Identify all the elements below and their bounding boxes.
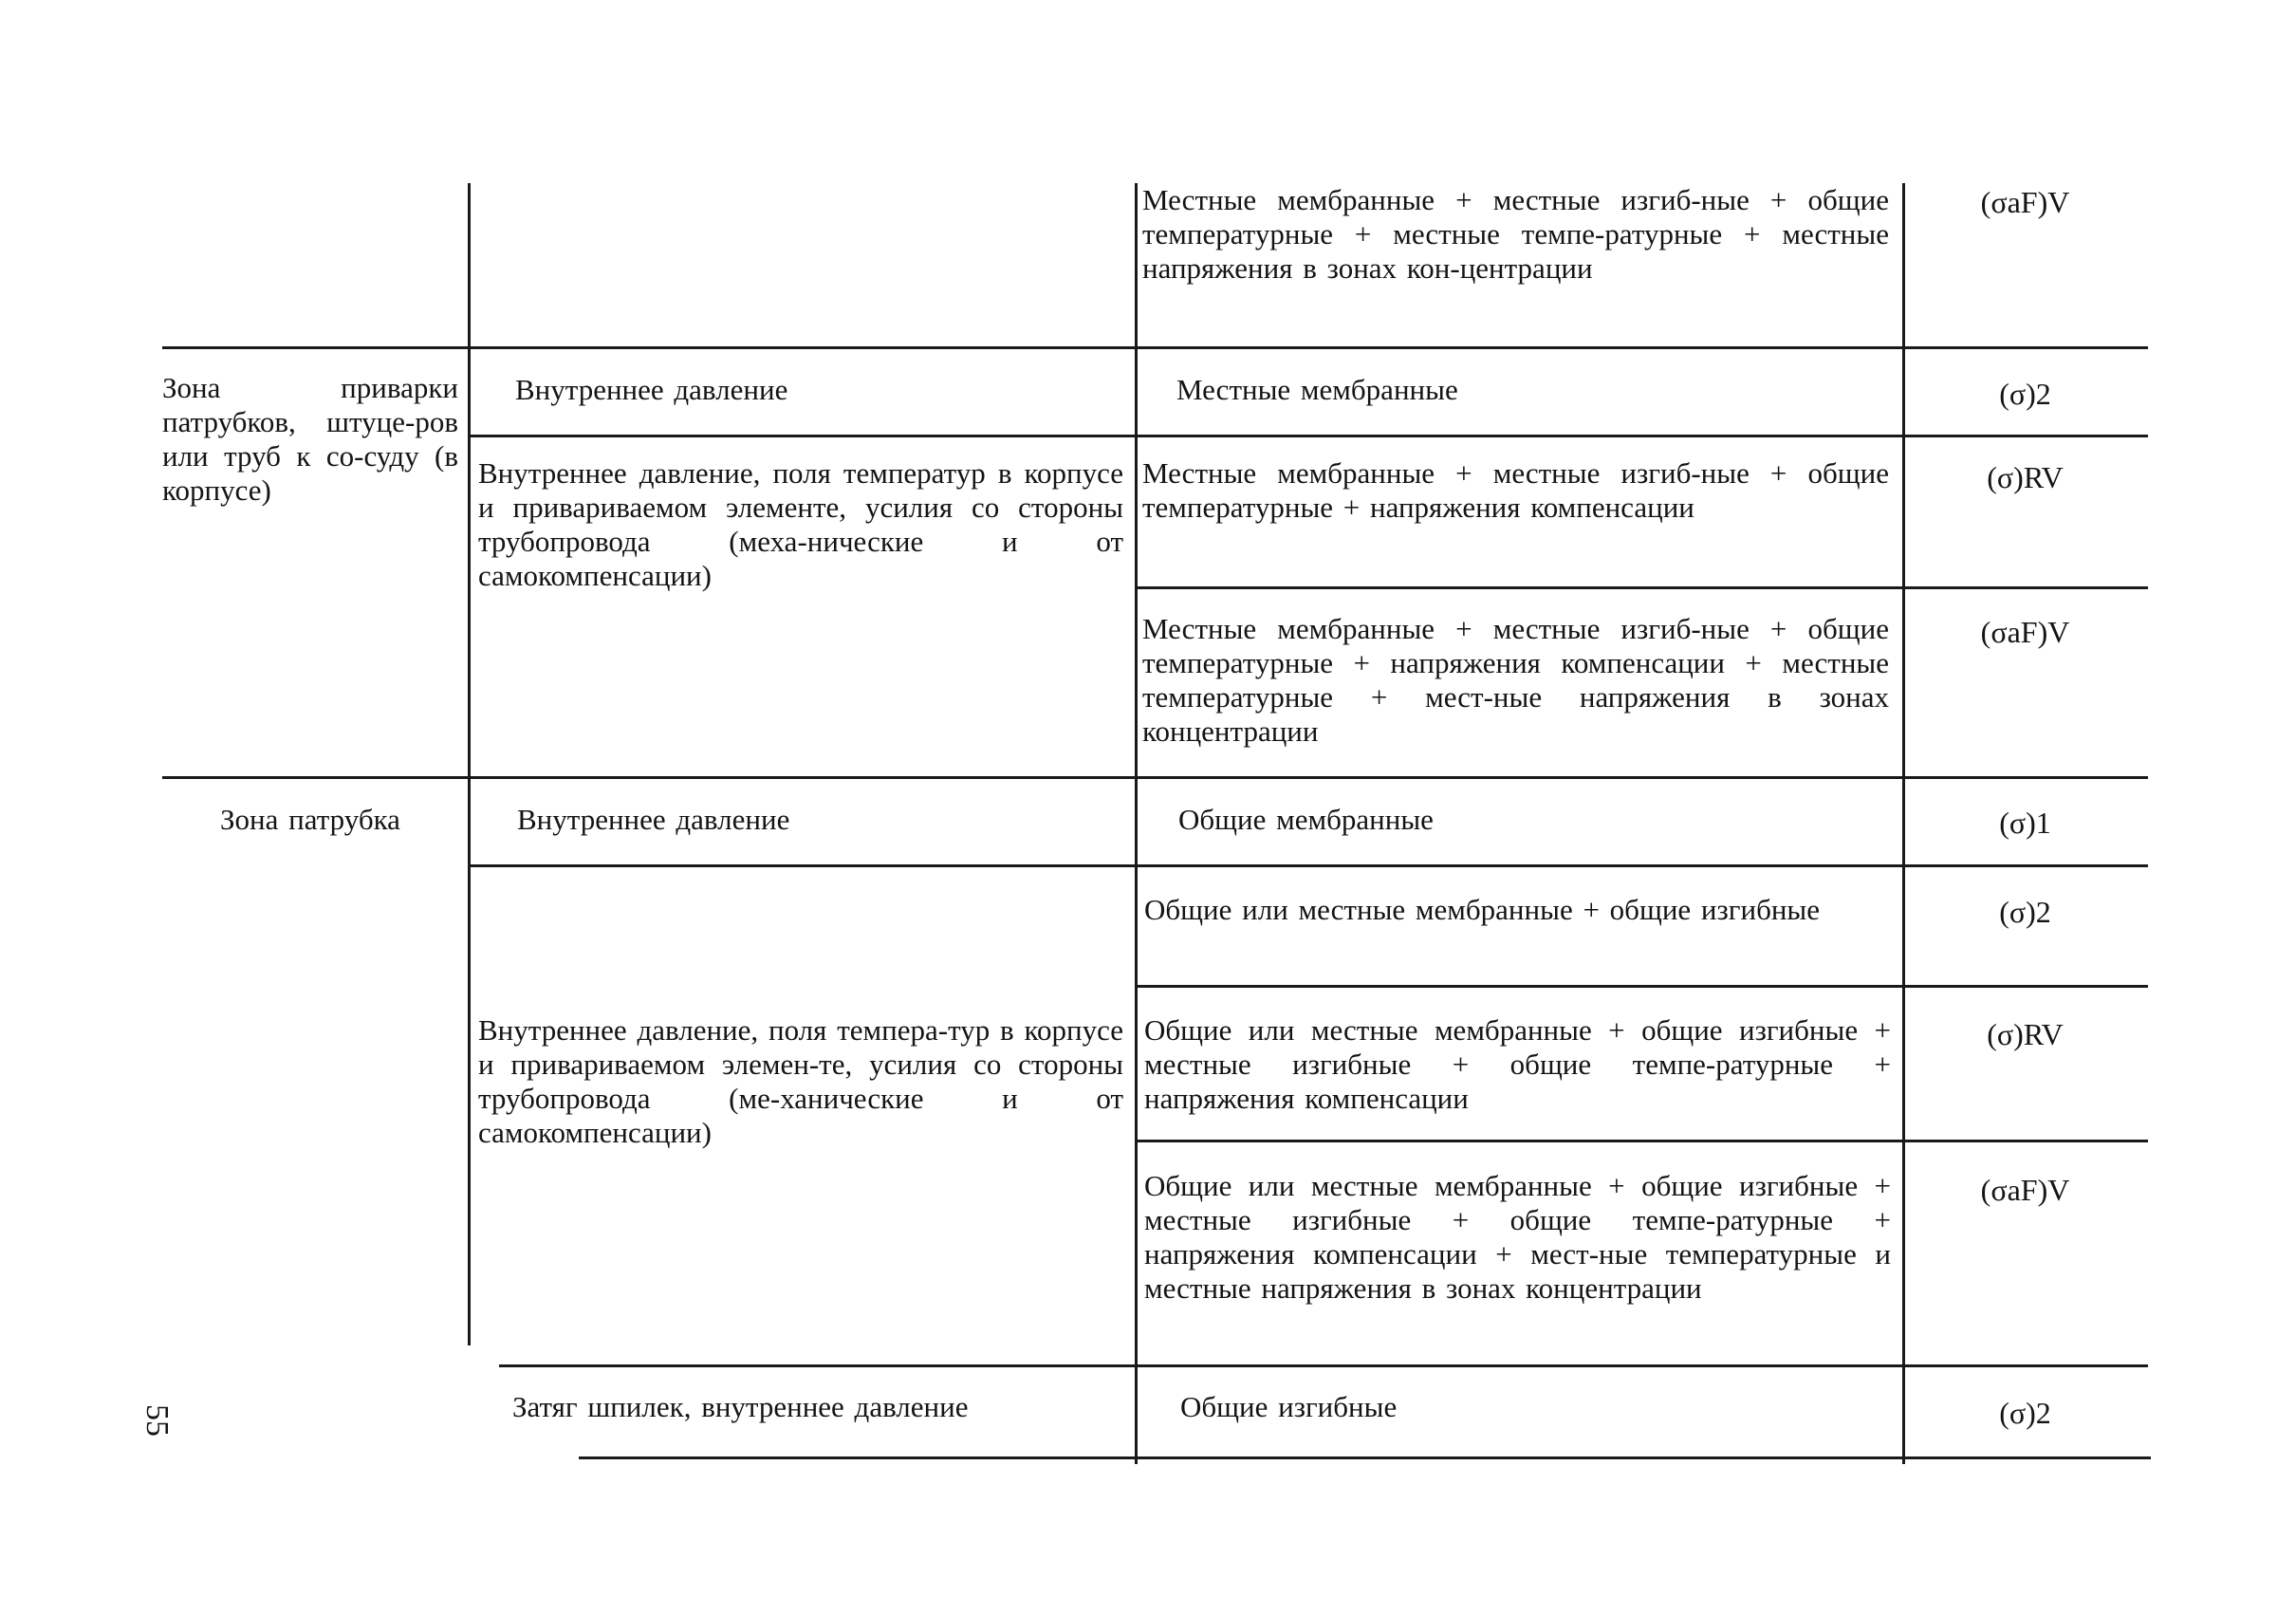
stress-cell: Общие или местные мембранные + общие изгибные + местные изгибные + общие темпе-ратурные + напряжения компенсации [1144, 1013, 1891, 1115]
row-rule-5 [468, 864, 2148, 867]
load-cell: Внутреннее давление [515, 373, 788, 406]
row-rule-6 [1135, 985, 2148, 988]
stress-cell: Общие мембранные [1178, 803, 1434, 836]
load-cell: Затяг шпилек, внутреннее давление [512, 1390, 969, 1423]
column-rule-1 [468, 183, 471, 1345]
load-cell: Внутреннее давление, поля темпера-тур в корпусе и привариваемом элемен-те, усилия со стороны трубопровода (ме-ханические и от самокомпенсации) [478, 1013, 1123, 1149]
row-rule-3 [1135, 586, 2148, 589]
symbol-cell: (σaF)V [1980, 185, 2070, 219]
row-rule-9 [579, 1456, 2151, 1459]
row-rule-2 [468, 435, 2148, 437]
symbol-cell: (σ)RV [1987, 1017, 2064, 1051]
stress-cell: Местные мембранные + местные изгиб-ные + общие температурные + напряжения компенсации + местные температурные + мест-ные напряжения в зонах концентрации [1142, 612, 1889, 748]
row-rule-1 [162, 346, 2148, 349]
row-rule-7 [1135, 1140, 2148, 1142]
row-rule-4 [162, 776, 2148, 779]
stress-cell: Местные мембранные + местные изгиб-ные + общие температурные + местные темпе-ратурные + местные напряжения в зонах кон-центрации [1142, 183, 1889, 285]
symbol-cell: (σ)1 [1999, 806, 2051, 840]
symbol-cell: (σaF)V [1980, 1173, 2070, 1207]
zone-cell: Зона приварки патрубков, штуце-ров или труб к со-суду (в корпусе) [162, 371, 458, 507]
stress-cell: Общие изгибные [1180, 1390, 1398, 1423]
column-rule-2 [1135, 183, 1138, 1464]
symbol-cell: (σ)2 [1999, 895, 2051, 929]
stress-cell: Общие или местные мембранные + общие изгибные + местные изгибные + общие темпе-ратурные + напряжения компенсации + мест-ные температурные и местные напряжения в зонах концентрации [1144, 1169, 1891, 1305]
row-rule-8 [499, 1364, 2148, 1367]
zone-cell: Зона патрубка [220, 803, 400, 836]
load-cell: Внутреннее давление, поля температур в корпусе и привариваемом элементе, усилия со стороны трубопровода (меха-нические и от самокомпенсации) [478, 456, 1123, 592]
symbol-cell: (σ)2 [1999, 1396, 2051, 1430]
stress-cell: Местные мембранные [1176, 373, 1458, 406]
symbol-cell: (σ)RV [1987, 460, 2064, 494]
page-number: 55 [139, 1404, 175, 1437]
stress-cell: Общие или местные мембранные + общие изгибные [1144, 893, 1821, 926]
symbol-cell: (σ)2 [1999, 377, 2051, 411]
column-rule-3 [1902, 183, 1905, 1464]
stress-cell: Местные мембранные + местные изгиб-ные + общие температурные + напряжения компенсации [1142, 456, 1889, 524]
symbol-cell: (σaF)V [1980, 615, 2070, 649]
load-cell: Внутреннее давление [517, 803, 790, 836]
